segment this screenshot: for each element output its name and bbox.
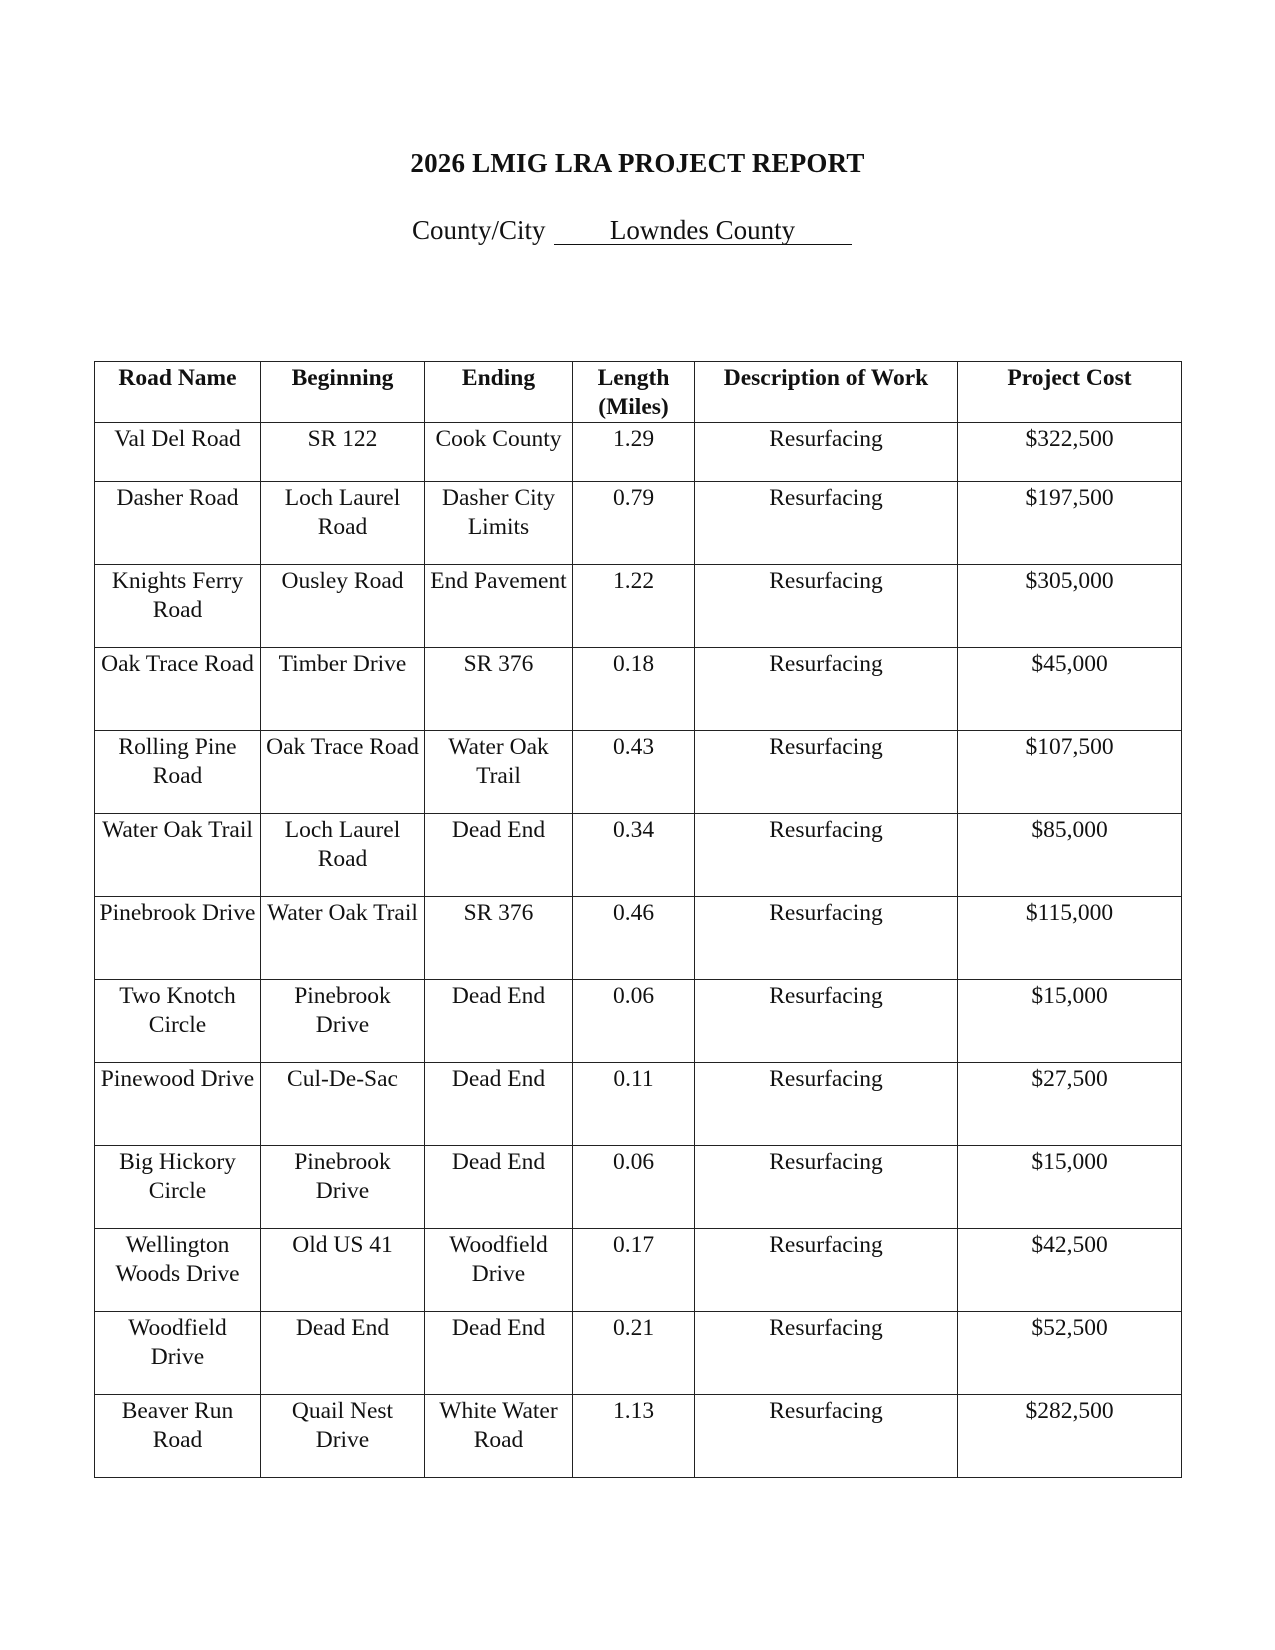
- cell-description: Resurfacing: [695, 897, 958, 980]
- table-header-row: [95, 362, 1182, 423]
- cell-beginning: Timber Drive: [261, 648, 425, 731]
- cell-cost: $197,500: [958, 482, 1182, 565]
- cell-ending: SR 376: [425, 897, 573, 980]
- cell-beginning: Dead End: [261, 1312, 425, 1395]
- cell-road-name: Beaver Run Road: [95, 1395, 261, 1478]
- cell-ending: Water Oak Trail: [425, 731, 573, 814]
- cell-ending: Dead End: [425, 1146, 573, 1229]
- county-value: Lowndes County: [554, 216, 852, 245]
- cell-length: 0.11: [573, 1063, 695, 1146]
- table-row: [95, 1063, 1182, 1146]
- cell-length: 0.18: [573, 648, 695, 731]
- cell-beginning: Water Oak Trail: [261, 897, 425, 980]
- cell-ending: Cook County: [425, 423, 573, 482]
- cell-description: Resurfacing: [695, 980, 958, 1063]
- cell-length: 1.29: [573, 423, 695, 482]
- cell-ending: Dasher City Limits: [425, 482, 573, 565]
- project-table: [94, 361, 1182, 1478]
- cell-length: 0.43: [573, 731, 695, 814]
- cell-ending: Dead End: [425, 980, 573, 1063]
- cell-beginning: Loch Laurel Road: [261, 814, 425, 897]
- cell-ending: Dead End: [425, 1312, 573, 1395]
- cell-beginning: Pinebrook Drive: [261, 980, 425, 1063]
- cell-cost: $45,000: [958, 648, 1182, 731]
- cell-length: 0.46: [573, 897, 695, 980]
- cell-ending: Woodfield Drive: [425, 1229, 573, 1312]
- cell-cost: $305,000: [958, 565, 1182, 648]
- cell-length: 0.17: [573, 1229, 695, 1312]
- cell-cost: $27,500: [958, 1063, 1182, 1146]
- cell-beginning: Loch Laurel Road: [261, 482, 425, 565]
- cell-road-name: Water Oak Trail: [95, 814, 261, 897]
- cell-cost: $282,500: [958, 1395, 1182, 1478]
- table-body: [95, 423, 1182, 1478]
- table-row: [95, 814, 1182, 897]
- county-line: [412, 215, 852, 246]
- header-ending: Ending: [425, 362, 573, 423]
- cell-beginning: Quail Nest Drive: [261, 1395, 425, 1478]
- header-cost: Project Cost: [958, 362, 1182, 423]
- table-row: [95, 731, 1182, 814]
- table-row: [95, 1146, 1182, 1229]
- cell-description: Resurfacing: [695, 731, 958, 814]
- cell-beginning: Oak Trace Road: [261, 731, 425, 814]
- cell-description: Resurfacing: [695, 423, 958, 482]
- cell-description: Resurfacing: [695, 648, 958, 731]
- header-beginning: Beginning: [261, 362, 425, 423]
- header-road-name: Road Name: [95, 362, 261, 423]
- header-length: Length (Miles): [573, 362, 695, 423]
- cell-cost: $15,000: [958, 980, 1182, 1063]
- cell-ending: White Water Road: [425, 1395, 573, 1478]
- cell-beginning: Pinebrook Drive: [261, 1146, 425, 1229]
- cell-cost: $42,500: [958, 1229, 1182, 1312]
- cell-road-name: Wellington Woods Drive: [95, 1229, 261, 1312]
- county-label: County/City: [412, 215, 546, 245]
- cell-length: 0.06: [573, 980, 695, 1063]
- cell-length: 1.13: [573, 1395, 695, 1478]
- cell-road-name: Woodfield Drive: [95, 1312, 261, 1395]
- cell-description: Resurfacing: [695, 1395, 958, 1478]
- cell-road-name: Pinewood Drive: [95, 1063, 261, 1146]
- table-row: [95, 1312, 1182, 1395]
- cell-cost: $85,000: [958, 814, 1182, 897]
- table-row: [95, 565, 1182, 648]
- cell-cost: $322,500: [958, 423, 1182, 482]
- cell-description: Resurfacing: [695, 482, 958, 565]
- cell-length: 0.21: [573, 1312, 695, 1395]
- cell-road-name: Two Knotch Circle: [95, 980, 261, 1063]
- cell-description: Resurfacing: [695, 1229, 958, 1312]
- table-row: [95, 482, 1182, 565]
- header-description: Description of Work: [695, 362, 958, 423]
- table-row: [95, 897, 1182, 980]
- cell-length: 0.34: [573, 814, 695, 897]
- cell-cost: $107,500: [958, 731, 1182, 814]
- table-row: [95, 648, 1182, 731]
- cell-beginning: Old US 41: [261, 1229, 425, 1312]
- cell-ending: Dead End: [425, 814, 573, 897]
- cell-length: 0.06: [573, 1146, 695, 1229]
- cell-road-name: Val Del Road: [95, 423, 261, 482]
- cell-ending: Dead End: [425, 1063, 573, 1146]
- cell-road-name: Oak Trace Road: [95, 648, 261, 731]
- report-title: 2026 LMIG LRA PROJECT REPORT: [410, 148, 865, 178]
- cell-cost: $115,000: [958, 897, 1182, 980]
- table-row: [95, 423, 1182, 482]
- cell-road-name: Big Hickory Circle: [95, 1146, 261, 1229]
- cell-beginning: SR 122: [261, 423, 425, 482]
- cell-description: Resurfacing: [695, 1146, 958, 1229]
- cell-beginning: Cul-De-Sac: [261, 1063, 425, 1146]
- cell-cost: $52,500: [958, 1312, 1182, 1395]
- table-row: [95, 1229, 1182, 1312]
- cell-ending: End Pavement: [425, 565, 573, 648]
- cell-description: Resurfacing: [695, 814, 958, 897]
- cell-beginning: Ousley Road: [261, 565, 425, 648]
- cell-road-name: Pinebrook Drive: [95, 897, 261, 980]
- cell-road-name: Knights Ferry Road: [95, 565, 261, 648]
- cell-description: Resurfacing: [695, 565, 958, 648]
- cell-road-name: Rolling Pine Road: [95, 731, 261, 814]
- cell-length: 0.79: [573, 482, 695, 565]
- cell-cost: $15,000: [958, 1146, 1182, 1229]
- cell-road-name: Dasher Road: [95, 482, 261, 565]
- table-row: [95, 980, 1182, 1063]
- cell-description: Resurfacing: [695, 1063, 958, 1146]
- table-row: [95, 1395, 1182, 1478]
- cell-length: 1.22: [573, 565, 695, 648]
- cell-description: Resurfacing: [695, 1312, 958, 1395]
- cell-ending: SR 376: [425, 648, 573, 731]
